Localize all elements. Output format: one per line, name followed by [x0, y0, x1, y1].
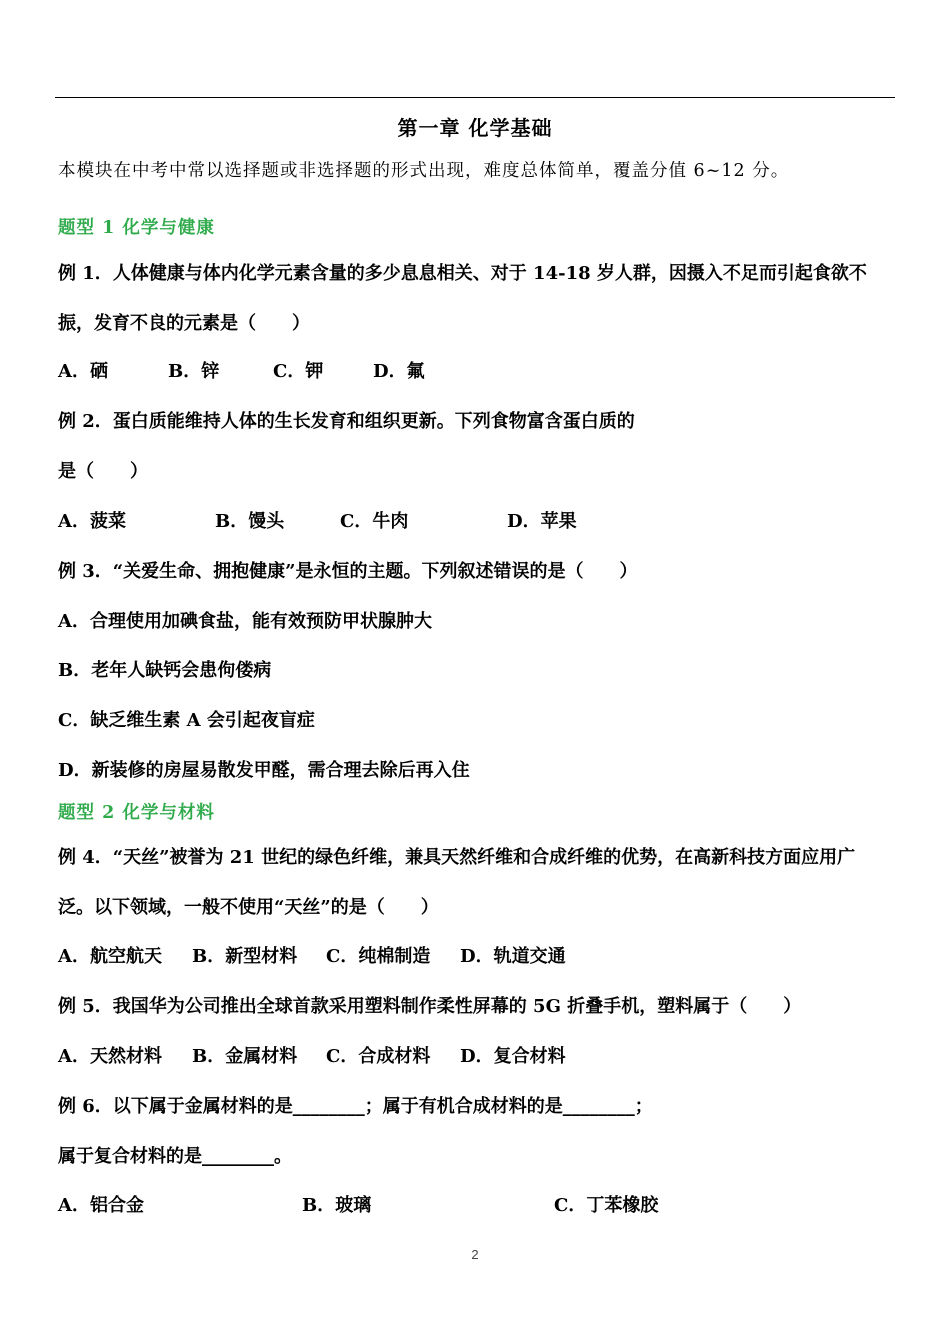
q4-stem-line2: 泛。以下领域，一般不使用“天丝”的是（ ） [58, 897, 439, 918]
q6-option-c: C．丁苯橡胶 [554, 1195, 659, 1216]
q5-stem: 例 5．我国华为公司推出全球首款采用塑料制作柔性屏幕的 5G 折叠手机，塑料属于（ ） [58, 996, 802, 1017]
q3-stem: 例 3．“关爱生命、拥抱健康”是永恒的主题。下列叙述错误的是（ ） [58, 561, 638, 582]
q1-option-d: D．氟 [373, 361, 425, 382]
q1-option-b: B．锌 [168, 361, 220, 382]
q5-option-d: D．复合材料 [460, 1046, 566, 1067]
q4-option-b: B．新型材料 [192, 946, 298, 967]
section-heading-health: 题型 1 化学与健康 [58, 218, 215, 238]
q5-option-c: C．合成材料 [326, 1046, 431, 1067]
header-rule [55, 97, 895, 98]
q3-option-d: D．新装修的房屋易散发甲醛，需合理去除后再入住 [58, 760, 470, 781]
q3-option-c: C．缺乏维生素 A 会引起夜盲症 [58, 710, 315, 731]
q1-option-c: C．钾 [273, 361, 324, 382]
q4-option-a: A．航空航天 [58, 946, 162, 967]
q2-option-c: C．牛肉 [340, 511, 409, 532]
q2-option-b: B．馒头 [215, 511, 285, 532]
q1-options [58, 357, 425, 383]
q3-option-b: B．老年人缺钙会患佝偻病 [58, 660, 272, 681]
section-heading-materials: 题型 2 化学与材料 [58, 803, 215, 823]
q4-stem-line1: 例 4．“天丝”被誉为 21 世纪的绿色纤维，兼具天然纤维和合成纤维的优势，在高新科技方面应用广 [58, 847, 856, 868]
q4-options [58, 942, 566, 968]
q4-option-c: C．纯棉制造 [326, 946, 431, 967]
q4-option-d: D．轨道交通 [460, 946, 566, 967]
q6-option-a: A．铝合金 [58, 1195, 144, 1216]
q6-option-b: B．玻璃 [302, 1195, 372, 1216]
q1-stem-line1: 例 1．人体健康与体内化学元素含量的多少息息相关、对于 14-18 岁人群，因摄入不足而引起食欲不 [58, 263, 867, 284]
q2-stem-line2: 是（ ） [58, 461, 148, 482]
q3-option-a: A．合理使用加碘食盐，能有效预防甲状腺肿大 [58, 611, 432, 632]
q5-option-a: A．天然材料 [58, 1046, 162, 1067]
q5-option-b: B．金属材料 [192, 1046, 298, 1067]
chapter-title: 第一章 化学基础 [397, 116, 553, 140]
q6-stem-line1: 例 6．以下属于金属材料的是________；属于有机合成材料的是________； [58, 1096, 653, 1117]
q2-option-d: D．苹果 [507, 511, 577, 532]
q6-options [58, 1191, 658, 1217]
q2-option-a: A．菠菜 [58, 511, 126, 532]
q1-option-a: A．硒 [58, 361, 108, 382]
q2-stem-line1: 例 2．蛋白质能维持人体的生长发育和组织更新。下列食物富含蛋白质的 [58, 411, 635, 432]
intro-text: 本模块在中考中常以选择题或非选择题的形式出现，难度总体简单，覆盖分值 6~12 分。 [58, 161, 790, 181]
q1-stem-line2: 振，发育不良的元素是（ ） [58, 313, 310, 334]
page-number: 2 [471, 1247, 479, 1262]
q2-options [58, 507, 577, 533]
q5-options [58, 1042, 566, 1068]
q6-stem-line2: 属于复合材料的是________。 [58, 1146, 292, 1167]
